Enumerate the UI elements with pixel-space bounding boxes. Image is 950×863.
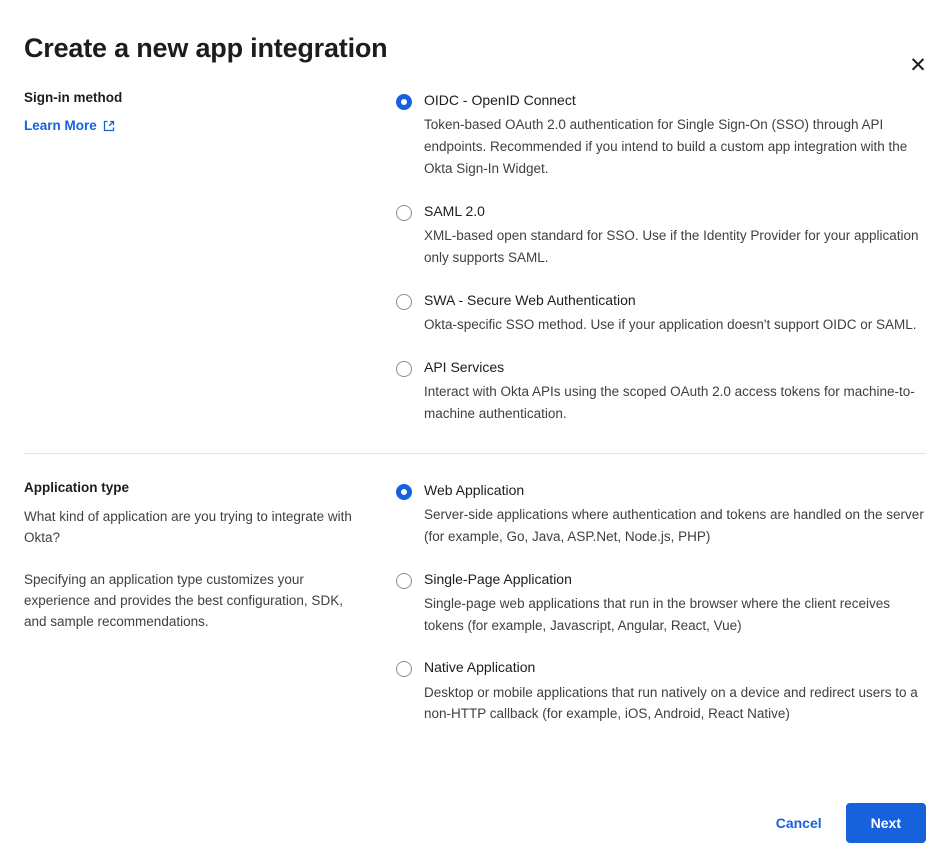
signin-method-section	[24, 64, 926, 425]
dialog-footer	[24, 803, 926, 843]
radio-description: Server-side applications where authentication and tokens are handled on the server (for example, Go, Java, ASP.Net, Node.js, PHP)	[424, 506, 924, 544]
signin-method-options	[396, 90, 926, 425]
radio-description: XML-based open standard for SSO. Use if the Identity Provider for your application only supports SAML.	[424, 227, 919, 265]
radio-indicator[interactable]	[396, 573, 412, 589]
close-icon[interactable]: ✕	[904, 51, 932, 79]
radio-option-swa[interactable]	[396, 291, 926, 336]
page-title: Create a new app integration	[24, 33, 388, 63]
radio-indicator[interactable]	[396, 361, 412, 377]
application-type-label: Application type	[24, 479, 130, 495]
radio-indicator[interactable]	[396, 661, 412, 677]
application-type-options	[396, 480, 926, 726]
radio-indicator[interactable]	[396, 294, 412, 310]
create-app-integration-dialog	[0, 33, 950, 863]
signin-method-left-column	[24, 90, 396, 425]
radio-indicator[interactable]	[396, 484, 412, 500]
radio-indicator[interactable]	[396, 94, 412, 110]
radio-description: Desktop or mobile applications that run natively on a device and redirect users to a non-HTTP callback (for example, iOS, Android, React Native)	[424, 684, 918, 722]
radio-title: Single-Page Application	[424, 570, 572, 587]
radio-option-saml[interactable]	[396, 202, 926, 269]
radio-option-web-application[interactable]	[396, 481, 926, 548]
next-button[interactable]: Next	[846, 803, 926, 843]
application-type-left-column	[24, 480, 396, 726]
cancel-button[interactable]: Cancel	[762, 805, 836, 841]
learn-more-label: Learn More	[24, 118, 97, 133]
radio-description: Interact with Okta APIs using the scoped OAuth 2.0 access tokens for machine-to-machine authentication.	[424, 383, 915, 421]
radio-option-oidc[interactable]	[396, 91, 926, 180]
radio-option-native-application[interactable]	[396, 658, 926, 725]
radio-title: Native Application	[424, 659, 536, 676]
radio-option-single-page-application[interactable]	[396, 570, 926, 637]
external-link-icon	[103, 120, 115, 132]
application-type-helper-1: What kind of application are you trying to integrate with Okta?	[24, 508, 352, 545]
signin-method-label: Sign-in method	[24, 90, 123, 105]
radio-title: SAML 2.0	[424, 202, 485, 219]
radio-description: Token-based OAuth 2.0 authentication for Single Sign-On (SSO) through API endpoints. Recommended if you intend to build a custom app integration with the Okta Sign-In Widget.	[424, 117, 908, 176]
radio-option-api-services[interactable]	[396, 358, 926, 425]
radio-title: API Services	[424, 358, 505, 375]
radio-title: OIDC - OpenID Connect	[424, 92, 576, 108]
radio-description: Okta-specific SSO method. Use if your application doesn't support OIDC or SAML.	[424, 316, 917, 332]
application-type-section	[24, 454, 926, 726]
radio-title: Web Application	[424, 481, 525, 498]
radio-indicator[interactable]	[396, 205, 412, 221]
learn-more-link[interactable]	[24, 118, 115, 133]
radio-title: SWA - Secure Web Authentication	[424, 291, 636, 308]
radio-description: Single-page web applications that run in the browser where the client receives tokens (for example, Javascript, Angular, React, Vue)	[424, 595, 891, 633]
application-type-helper-2: Specifying an application type customizes your experience and provides the best configuration, SDK, and sample recommendations.	[24, 572, 343, 630]
